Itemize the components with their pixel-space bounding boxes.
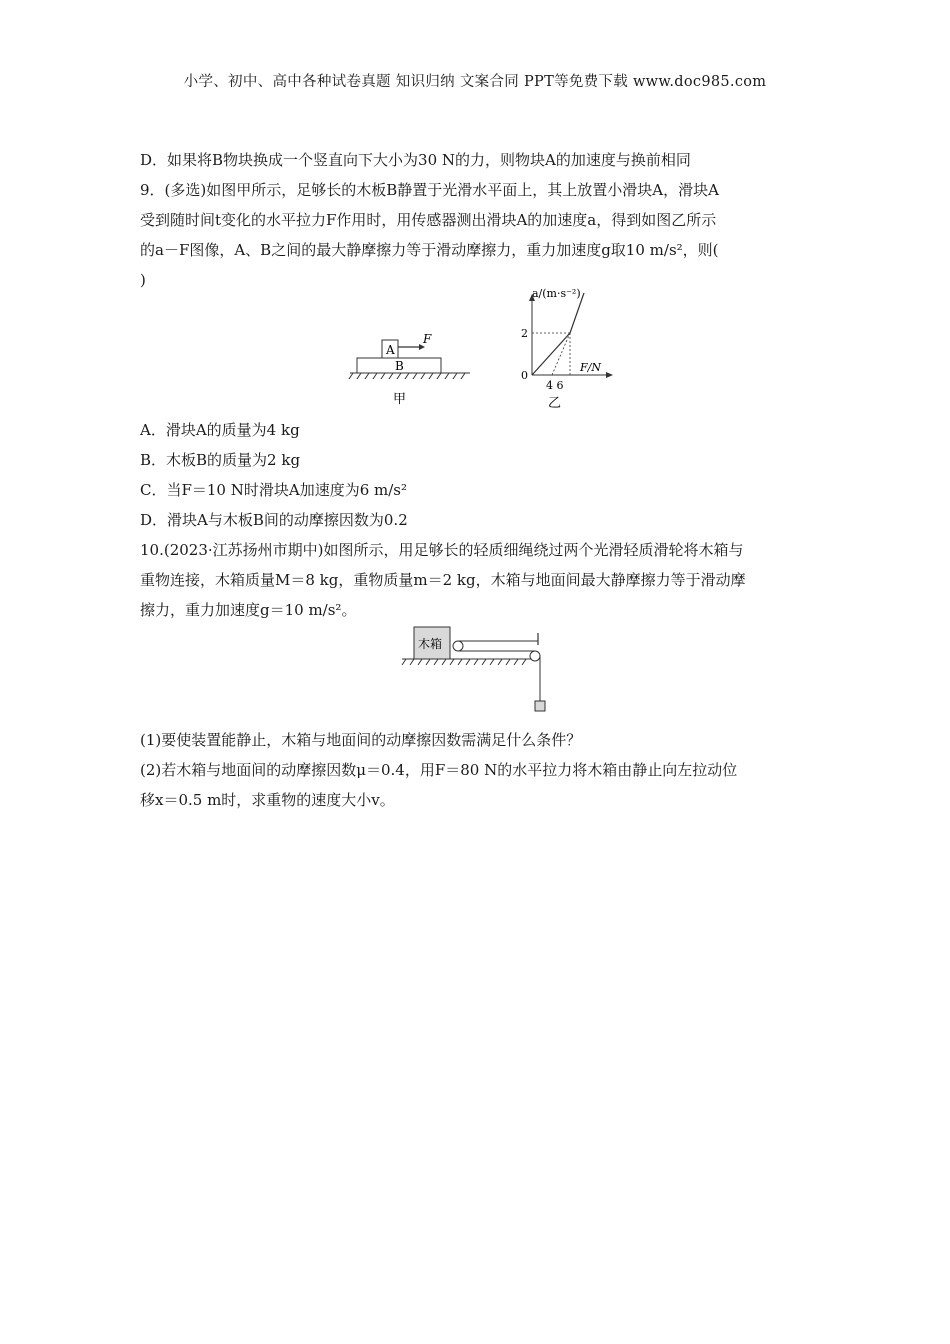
q9-option-a: A．滑块A的质量为4 kg bbox=[140, 421, 300, 439]
box-label: 木箱 bbox=[418, 637, 443, 651]
origin-label: 0 bbox=[521, 369, 528, 382]
q9-option-d: D．滑块A与木板B间的动摩擦因数为0.2 bbox=[140, 511, 408, 529]
question-9 bbox=[140, 175, 812, 535]
q8-option-d: D．如果将B物块换成一个竖直向下大小为30 N的力，则物块A的加速度与换前相同 bbox=[140, 151, 691, 169]
q10-figure bbox=[140, 625, 812, 725]
q9-option-c: C．当F＝10 N时滑块A加速度为6 m/s² bbox=[140, 481, 407, 499]
question-10 bbox=[140, 535, 812, 815]
q9-stem-line1: 9．(多选)如图甲所示，足够长的木板B静置于光滑水平面上，其上放置小滑块A，滑块A bbox=[140, 181, 719, 199]
figure-yi bbox=[512, 285, 622, 415]
q10-sub1: (1)要使装置能静止，木箱与地面间的动摩擦因数需满足什么条件？ bbox=[140, 731, 582, 749]
q9-stem-line4: ) bbox=[140, 271, 146, 289]
fixed-pulley bbox=[530, 651, 540, 661]
q9-stem-line2: 受到随时间t变化的水平拉力F作用时，用传感器测出滑块A的加速度a，得到如图乙所示 bbox=[140, 211, 717, 229]
caption-jia: 甲 bbox=[393, 392, 407, 407]
q10-stem-line3: 擦力，重力加速度g＝10 m/s²。 bbox=[140, 601, 357, 619]
figure-jia bbox=[345, 295, 475, 415]
q10-stem-line2: 重物连接，木箱质量M＝8 kg，重物质量m＝2 kg，木箱与地面间最大静摩擦力等于滑动摩 bbox=[140, 571, 746, 589]
ground-hatch bbox=[402, 659, 532, 665]
label-a: A bbox=[386, 343, 395, 357]
y-tick-2: 2 bbox=[521, 327, 528, 340]
x-ticks: 4 6 bbox=[546, 379, 564, 392]
q10-stem-line1: 10.(2023·江苏扬州市期中)如图所示，用足够长的轻质细绳绕过两个光滑轻质滑轮将木箱与 bbox=[140, 541, 744, 559]
x-axis-label: F/N bbox=[580, 361, 601, 374]
q10-sub2-line2: 移x＝0.5 m时，求重物的速度大小v。 bbox=[140, 791, 395, 809]
weight bbox=[535, 701, 545, 711]
q9-option-b: B．木板B的质量为2 kg bbox=[140, 451, 301, 469]
document-body bbox=[140, 145, 812, 815]
q10-sub2-line1: (2)若木箱与地面间的动摩擦因数μ＝0.4，用F＝80 N的水平拉力将木箱由静止向左拉动位 bbox=[140, 761, 738, 779]
page-header: 小学、初中、高中各种试卷真题 知识归纳 文案合同 PPT等免费下载 www.doc985.com bbox=[183, 74, 767, 90]
q9-stem-line3: 的a－F图像，A、B之间的最大静摩擦力等于滑动摩擦力，重力加速度g取10 m/s²，则( bbox=[140, 241, 719, 259]
label-b: B bbox=[395, 359, 404, 373]
y-axis-label: a/(m·s⁻²) bbox=[532, 287, 581, 300]
ground-hatch bbox=[349, 373, 470, 379]
q9-figures bbox=[140, 287, 812, 415]
dashed-ext bbox=[532, 333, 570, 375]
caption-yi: 乙 bbox=[548, 396, 562, 411]
box-pulley bbox=[453, 641, 463, 651]
pulley-figure bbox=[400, 625, 560, 725]
label-f: F bbox=[423, 332, 432, 346]
